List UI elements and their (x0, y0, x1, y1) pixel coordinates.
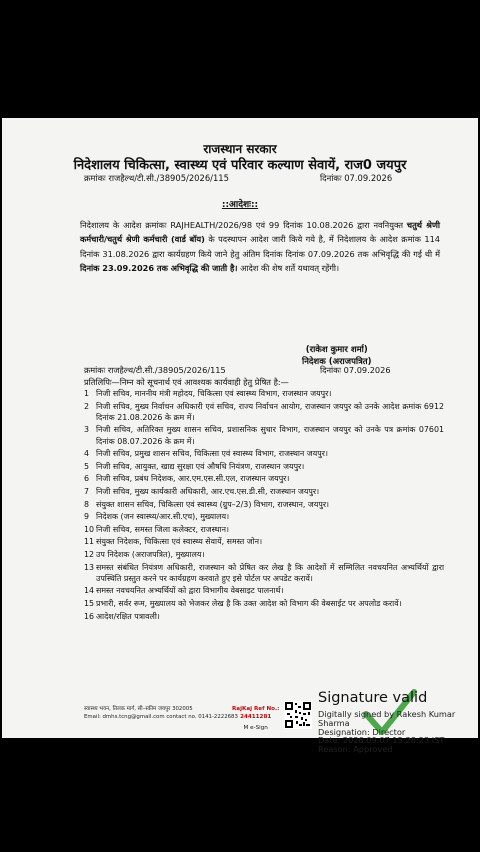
rajkaj-ref-value: 24411281 (240, 713, 272, 720)
signature-line-1: Digitally signed by Rakesh Kumar (318, 709, 456, 719)
distribution-item-text: निजी सचिव, प्रबंध निदेशक, आर.एम.एस.सी.एल, राजस्थान जयपुर। (96, 474, 290, 484)
order-text-3: आदेश की शेष शर्ते यथावत् रहेंगी। (237, 263, 340, 274)
distribution-item-number: 11 (84, 537, 95, 547)
distribution-item-number: 6 (84, 474, 90, 484)
distribution-item-number: 8 (84, 499, 90, 509)
distribution-item-text: निजी सचिव, मुख्य निर्वाचन अधिकारी एवं सचिव, राज्य निर्वाचन आयोग, राजस्थान जयपुर को उनके आदेश क्रमांक 6912 दिनांक 21.08.2026 के क्रम में। (96, 401, 444, 422)
distribution-item (84, 473, 444, 484)
distribution-item (84, 524, 444, 535)
signatory-designation: निदेशक (अराजपत्रित) (302, 357, 372, 367)
government-title: राजस्थान सरकार (203, 142, 277, 156)
distribution-item (84, 499, 444, 510)
distribution-item (84, 401, 444, 423)
signatory-name: (राकेश कुमार शर्मा) (305, 345, 368, 355)
distribution-item (84, 448, 444, 459)
distribution-item (84, 585, 444, 596)
distribution-item-number: 7 (84, 486, 90, 496)
distribution-item-text: निजी सचिव, प्रमुख शासन सचिव, चिकित्सा एवं स्वास्थ्य विभाग, राजस्थान जयपुर। (96, 449, 328, 459)
footer-address-block (84, 705, 238, 721)
distribution-item (84, 562, 444, 584)
distribution-item-text: समस्त नवचयनित अभ्यर्थियों को द्वारा विभागीय वेबसाइट पालनार्थ। (96, 586, 284, 596)
distribution-item-text: समस्त संबंधित नियंत्रण अधिकारी, राजस्थान को प्रेषित कर लेख है कि आदेशों में सम्मिलित नवचयनित अभ्यर्थियों द्वारा उपस्थिति प्रस्तुत करने पर कार्यग्रहण करवाते हुए इसे पोर्टल पर अपडेट करावें। (96, 562, 444, 583)
order-text-bold-2: दिनांक 23.09.2026 तक अभिवृद्धि की जाती है। (80, 263, 238, 274)
distribution-item-number: 9 (84, 512, 90, 522)
distribution-item-text: निजी सचिव, अतिरिक्त मुख्य शासन सचिव, प्रशासनिक सुधार विभाग, राजस्थान जयपुर को उनके पत्र क्रमांक 07601 दिनांक 08.07.2026 के क्रम में। (96, 425, 444, 446)
distribution-item-text: संयुक्त निदेशक, चिकित्सा एवं स्वास्थ्य सेवायें, समस्त जोन। (96, 537, 263, 547)
order-heading: ::आदेशः:: (221, 200, 259, 210)
distribution-item-text: निजी सचिव, मुख्य कार्यकारी अधिकारी, आर.एच.एस.डी.सी, राजस्थान जयपुर। (96, 486, 320, 496)
distribution-item-number: 15 (84, 598, 95, 608)
distribution-item-text: निजी सचिव, आयुक्त, खाद्य सुरक्षा एवं औषधि नियंत्रण, राजस्थान जयपुर। (96, 461, 305, 471)
distribution-item-number: 3 (84, 425, 90, 435)
distribution-item-text: उप निदेशक (अराजपत्रित), मुख्यालय। (96, 549, 205, 559)
signature-line-3: Designation: Director (318, 726, 406, 737)
directorate-title: निदेशालय चिकित्सा, स्वास्थ्य एवं परिवार कल्याण सेवायें, राज0 जयपुर (73, 158, 407, 173)
distribution-item (84, 611, 444, 622)
signature-line-2: Sharma (318, 717, 350, 728)
distribution-item-number: 4 (84, 449, 90, 459)
distribution-item-number: 16 (84, 611, 95, 621)
distribution-item-text: प्रभारी, सर्वर रूम, मुख्यालय को भेजकर लेख है कि उक्त आदेश को विभाग की वेबसाईट पर अपलोड करावें। (96, 598, 402, 608)
copy-reference-number: क्रमांकः राजहैल्थ/टी.सी./38905/2026/115 (84, 365, 226, 375)
distribution-item-number: 5 (84, 461, 90, 471)
distribution-item-text: संयुक्त शासन सचिव, चिकित्सा एवं स्वास्थ्य (ग्रुप–2/3) विभाग, राजस्थान, जयपुर। (96, 499, 330, 509)
signature-line-5: Reason: Approved (318, 744, 393, 755)
distribution-item-number: 10 (84, 524, 95, 534)
order-paragraph (80, 218, 440, 276)
distribution-item (84, 536, 444, 547)
distribution-item-number: 2 (84, 401, 90, 411)
distribution-item-text: निजी सचिव, माननीय मंत्री महोदय, चिकित्सा एवं स्वास्थ्य विभाग, राजस्थान जयपुर। (96, 389, 332, 398)
footer-email: Email: dmhs.tcng@gmail.com contact no. 0141-2222683 (84, 714, 238, 720)
qr-code-icon (284, 701, 312, 729)
distribution-item (84, 511, 444, 522)
distribution-item (84, 598, 444, 609)
distribution-list (84, 388, 444, 623)
distribution-item-number: 12 (84, 549, 95, 559)
copy-intro: प्रतिलिपिः—निम्न को सूचनार्थ एवं आवश्यक कार्यवाही हेतु प्रेषित है:— (84, 377, 289, 387)
distribution-item (84, 388, 444, 399)
distribution-item-text: निदेशक (जन स्वास्थ्य/आर.सी.एच), मुख्यालय। (96, 512, 230, 522)
order-text-1: निदेशालय के आदेश क्रमांकः RAJHEALTH/2026/98 एवं 99 दिनांक 10.08.2026 द्वारा नवनियुक्त (80, 220, 407, 230)
distribution-item-number: 14 (84, 586, 95, 596)
esign-label: M e-Sign (243, 724, 268, 731)
order-text-2: के पदस्थापन आदेश जारी किये गये है, में निदेशालय के आदेश क्रमांक 114 दिनांक 31.08.2026 द्वारा कार्यग्रहण किये जाने हेतु अंतिम दिनांक दिनांक 07.09.2026 तक अभिवृद्धि की गई थी में (80, 234, 440, 259)
distribution-item-number: 1 (84, 389, 90, 398)
issue-date: दिनांकः 07.09.2026 (320, 173, 393, 183)
order-text-bold-1: चतुर्थ श्रेणी कर्मचारी/चतुर्थ श्रेणी कर्मचारी (वार्ड बॉय) (80, 220, 440, 245)
distribution-item (84, 461, 444, 472)
distribution-item (84, 549, 444, 560)
footer-address: स्वास्थ्य भवन, तिलक मार्ग, सी–स्कीम जयपुर 302005 (84, 706, 193, 712)
signature-status: Signature valid (318, 690, 428, 706)
signature-line-4: Date: 2026.09.07 15:28:23 IST (318, 735, 445, 746)
copy-date: दिनांकः 07.09.2026 (320, 365, 391, 375)
distribution-item (84, 486, 444, 497)
rajkaj-ref-block (232, 706, 279, 732)
document-page (2, 118, 478, 755)
reference-number: क्रमांकः राजहैल्थ/टी.सी./38905/2026/115 (84, 173, 229, 183)
distribution-item-text: निजी सचिव, समस्त जिला कलेक्टर, राजस्थान। (96, 524, 229, 534)
distribution-item (84, 424, 444, 446)
distribution-item-number: 13 (84, 562, 95, 572)
signature-details (318, 710, 455, 754)
rajkaj-ref-label: RajKaj Ref No.: (232, 706, 280, 712)
distribution-item-text: आदेश/रक्षित पत्रावली। (96, 611, 160, 621)
